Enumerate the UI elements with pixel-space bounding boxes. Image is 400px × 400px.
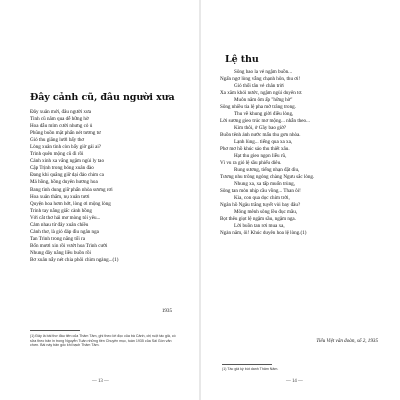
poem-line: Lạnh lùng... tiếng qua xa xa,: [234, 139, 293, 146]
poem-source: Tiểu Việt văn đoàn, số 2, 1935: [316, 338, 378, 344]
poem-line: Lời buồn tan rơi mua xa,: [234, 223, 285, 230]
poem-line: Đây xuân mới, đâu người xưa: [30, 109, 91, 115]
footnote: (1) Tác giả ký bút danh Thâm Nâm.: [222, 367, 279, 371]
poem-line: Cặp Trịnh trong bóng xuân đào: [30, 165, 94, 172]
page-number: — 13 —: [92, 379, 109, 384]
poem-line: Hoa dẫu mỉm cười nhưng cỏ ủ: [30, 123, 93, 130]
page-number: — 14 —: [286, 379, 303, 384]
poem-line: Kìm thôi, ở Gầy bao giờ?: [234, 125, 287, 132]
poem-line: Cảnh thơ, là gió đáp đìu ngân nga: [30, 228, 99, 235]
poem-line: Trình quên mộng cũ đi rồi: [30, 151, 84, 158]
poem-line: Quyện hoa hơm hớt, lòng ơi mộng lòng: [30, 200, 111, 207]
footnote-rule: [30, 330, 80, 331]
poem-line: Cánh xinh xa vắng ngậm ngùi ly tao: [30, 158, 104, 165]
poem-line: Vì vu ra gió lệ sầu phiếu diêu.: [220, 160, 282, 167]
poem-line: Xa xăm khói nước, ngậm ngùi duyên tơ.: [220, 90, 303, 97]
right-page: [200, 0, 400, 400]
poem-line: Bọt thêu giọt lệ ngậm sầu, ngậm nga.: [220, 216, 296, 223]
poem-line: Sông nhiều tia lệ pha mờ trăng trong.: [220, 104, 296, 111]
poem-line: Gió thổi tân vẻ chân trời: [234, 83, 284, 90]
poem-line: Sông bao la vẻ ngậm buồn...: [234, 69, 293, 75]
poem-line: Tình cũ năm qua dễ hững hờ: [30, 116, 89, 123]
poem-line: Gió thu giăng lưới bấy thơ: [30, 137, 85, 144]
poem-line: Đang khi quằng giữ dại đảo chim ca: [30, 172, 104, 179]
poem-line: Hoa xuân thắm, nụ xuân tươi: [30, 193, 90, 200]
poem-line: Má hồng, hồng duyên hương hoa: [30, 179, 98, 186]
poem-line: Ngàn năm, ôi! Khúc duyên hoa lệ lòng.(1): [220, 230, 307, 237]
poem-line: Phơ mơ hồ khúc sáo thu thiết xâu.: [220, 146, 290, 153]
poem-line: Hạt thu gieo ngọn liễu rũ,: [234, 153, 287, 160]
poem-line: Bơ xuân nẫy nét chia phôi chìm ngàng...(1): [30, 256, 119, 263]
poem-line: Tương nhu trông ngóng chàng Ngưu sắc lòng.: [220, 174, 315, 181]
poem-line: Lời sương gieo trúc mơ mộng... nhẫn theo...: [220, 118, 310, 125]
poem-line: Nhung đây nắng liều buồn rồi: [30, 249, 91, 256]
poem-line: Lòng xuân tình còn bấy giờ gái ai?: [30, 144, 102, 151]
poem-line: Với cắt thơ hái mơ mòng tói yêu...: [30, 214, 101, 221]
poem-line: Sông tan mòn nhịp cầu vồng... Than ôi!: [220, 188, 301, 195]
poem-title: Đây cảnh cũ, đâu người xưa: [30, 92, 175, 103]
footnote-rule: [222, 364, 272, 365]
poem-title: Lệ thu: [225, 54, 259, 65]
poem-line: Rung sương, tiếng nhạn đặt dìu,: [234, 167, 300, 174]
poem-line: Phũng buồn mặt phấn nét tương tư: [30, 130, 101, 137]
poem-line: Bang tình dung giữ phấn nhòa sương rơi: [30, 186, 113, 193]
poem-line: Buồn tênh ánh nước mấu thu gơn nhòa.: [220, 132, 301, 139]
poem-line: Thu về khung giời điều lòng,: [234, 111, 294, 118]
poem-line: Ngấn ngơ lòng vẫng chạnh hôn, thu ơi!: [220, 76, 301, 83]
poem-line: Bốn mươi xin rồi vướt hoa Trình cười: [30, 242, 108, 249]
poem-line: Ngân hồ Ngâu trắng tuyết vòi bay đâu?: [220, 202, 301, 209]
poem-line: Mông mênh sông lều đục mầu,: [234, 209, 298, 216]
poem-body: [30, 109, 195, 264]
poem-line: Kìa, con qua dọc chim trời,: [234, 195, 290, 202]
poem-body: [220, 69, 395, 237]
poem-date: 1935: [161, 308, 172, 314]
poem-line: Nhung xa, xa tấp muốn trùng,: [234, 181, 295, 188]
footnote: (1) Đây là bài thơ đầu tiên của Thâm Tâm, ghi theo lời đọc của bà Cảnh, chị ruột tác giả, có sửa theo bản in trong Nguyễn Tuân những tiền Chuyên mục, tuần 1935 của Sài Gòn văn chơn. Bài này bản gốc khi bạch Thâm Tâm.: [30, 334, 176, 348]
poem-line: Tan Trình trong nắng tối ra: [30, 235, 85, 242]
poem-line: Muôn năm ôm ấp "hững hờ": [234, 97, 293, 104]
poem-line: Cảm nhau từ đây xuân chiều: [30, 221, 89, 228]
poem-line: Trinh tay nắng giấc cành hồng: [30, 207, 92, 214]
